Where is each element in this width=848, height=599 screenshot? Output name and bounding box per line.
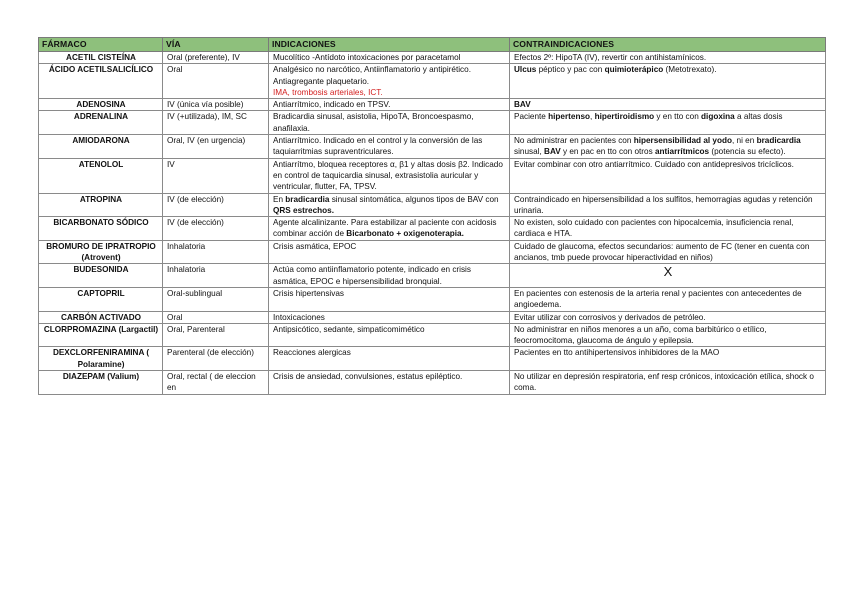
cell-contraindicaciones: [510, 52, 826, 64]
cell-via: Oral (preferente), IV: [163, 52, 269, 64]
cell-farmaco: [39, 52, 163, 64]
drug-name: BUDESONIDA: [73, 265, 129, 275]
text-run: a altas dosis: [734, 112, 783, 122]
cell-via: IV (de elección): [163, 193, 269, 217]
text-run: En pacientes con estenosis de la arteria renal y pacientes con antecedentes de angioedema.: [514, 288, 802, 310]
cell-indicaciones: [269, 52, 510, 64]
text-run: Crisis hipertensivas: [273, 288, 344, 298]
text-run: Pacientes en tto antihipertensivos inhibidores de la MAO: [514, 348, 720, 358]
cell-contraindicaciones: [510, 64, 826, 99]
cell-contraindicaciones: [510, 240, 826, 264]
text-run: (potencia su efecto).: [709, 147, 786, 157]
header-indicaciones: INDICACIONES: [269, 38, 510, 52]
header-via: VÍA: [163, 38, 269, 52]
cell-farmaco: [39, 217, 163, 241]
text-run: BAV: [514, 100, 531, 110]
cell-indicaciones: [269, 64, 510, 99]
drug-name: AMIODARONA: [72, 136, 130, 146]
cell-indicaciones: [269, 111, 510, 135]
text-run: Analgésico no narcótico, Antiinflamatorio y antipirético. Antiagregante plaquetario.: [273, 65, 471, 86]
cell-via: Oral, rectal ( de eleccion en: [163, 371, 269, 395]
text-run: Bicarbonato + oxigenoterapia.: [346, 229, 464, 239]
table-row: [39, 264, 826, 288]
text-run: No utilizar en depresión respiratoria, enf resp crónicos, intoxicación etílica, shock o coma.: [514, 372, 814, 393]
text-run: Antiarrítmico, indicado en TPSV.: [273, 100, 391, 110]
drug-name: DIAZEPAM (Valium): [62, 372, 140, 382]
cell-farmaco: [39, 111, 163, 135]
drug-name: CLORPROMAZINA (Largactil): [43, 324, 159, 334]
cell-contraindicaciones: [510, 99, 826, 111]
text-run: Crisis asmática, EPOC: [273, 241, 357, 251]
table-row: [39, 64, 826, 99]
cell-contraindicaciones: [510, 217, 826, 241]
cell-via: Inhalatoria: [163, 264, 269, 288]
text-run: ,: [590, 112, 595, 122]
text-run: Ulcus: [514, 65, 537, 75]
drug-name: ÁCIDO ACETILSALICÍLICO: [48, 65, 154, 75]
text-run: hipertenso: [548, 112, 590, 122]
text-run: Evitar utilizar con corrosivos y derivados de petróleo.: [514, 312, 706, 322]
cell-farmaco: [39, 311, 163, 323]
text-run: QRS estrechos.: [273, 205, 334, 215]
table-row: [39, 311, 826, 323]
table-row: [39, 371, 826, 395]
cell-farmaco: [39, 347, 163, 371]
text-run: Paciente: [514, 112, 549, 122]
table-row: [39, 287, 826, 311]
drug-name: ACETIL CISTEÍNA: [66, 53, 136, 62]
cell-via: IV (única vía posible): [163, 99, 269, 111]
cell-indicaciones: [269, 311, 510, 323]
cell-farmaco: [39, 323, 163, 347]
drug-name: ADRENALINA: [73, 112, 129, 122]
text-run: En: [273, 194, 286, 204]
cell-indicaciones: [269, 371, 510, 395]
cell-via: IV (+utilizada), IM, SC: [163, 111, 269, 135]
text-run: Crisis de ansiedad, convulsiones, estatus epiléptico.: [273, 372, 463, 382]
cell-contraindicaciones: [510, 135, 826, 159]
text-run: Antipsicótico, sedante, simpaticomimético: [273, 324, 425, 334]
text-run: antiarrítmicos: [654, 147, 710, 157]
header-contraindicaciones: CONTRAINDICACIONES: [510, 38, 826, 52]
cell-via: Inhalatoria: [163, 240, 269, 264]
text-run: péptico y pac con: [536, 65, 605, 75]
text-run: sinusal,: [514, 147, 545, 157]
cell-contraindicaciones: [510, 193, 826, 217]
cell-farmaco: [39, 371, 163, 395]
text-run: y en pac en tto con otros: [560, 147, 655, 157]
cell-indicaciones: [269, 217, 510, 241]
cell-contraindicaciones: [510, 371, 826, 395]
text-run: No existen, solo cuidado con pacientes con hipocalcemia, insuficiencia renal, cardiaca e HTA.: [514, 218, 794, 239]
cell-via: IV (de elección): [163, 217, 269, 241]
text-run: , ni en: [731, 136, 757, 146]
text-run: sinusal sintomática, algunos tipos de BAV con: [329, 194, 499, 204]
document-page: [38, 37, 825, 395]
drug-name: ATROPINA: [79, 194, 123, 204]
text-run: bradicardia: [285, 194, 330, 204]
text-run: Bradicardia sinusal, asistolia, HipoTA, Broncoespasmo, anafilaxia.: [273, 112, 474, 133]
text-run: No administrar en pacientes con: [514, 136, 634, 146]
cell-indicaciones: [269, 264, 510, 288]
cell-contraindicaciones: [510, 111, 826, 135]
cell-farmaco: [39, 64, 163, 99]
drug-name: BROMURO DE IPRATROPIO (Atrovent): [46, 241, 156, 263]
cell-contraindicaciones: [510, 311, 826, 323]
table-row: [39, 347, 826, 371]
table-row: [39, 193, 826, 217]
cell-farmaco: [39, 99, 163, 111]
text-run: Intoxicaciones: [273, 312, 325, 322]
text-run: quimioterápico: [604, 65, 664, 75]
text-run: Mucolítico -Antídoto intoxicaciones por paracetamol: [273, 53, 461, 62]
cell-contraindicaciones: [510, 287, 826, 311]
cell-via: Oral, IV (en urgencia): [163, 135, 269, 159]
text-run: bradicardia: [756, 136, 801, 146]
drug-name: ATENOLOL: [78, 159, 124, 169]
text-run: y en tto con: [654, 112, 702, 122]
cell-via: Oral-sublingual: [163, 287, 269, 311]
cell-farmaco: [39, 287, 163, 311]
cell-indicaciones: [269, 347, 510, 371]
text-run: Efectos 2º: HipoTA (IV), revertir con antihistamínicos.: [514, 53, 707, 62]
text-run: Agente alcalinizante. Para estabilizar al paciente con acidosis combinar acción de: [273, 218, 497, 239]
text-run: IMA, trombosis arteriales, ICT.: [273, 87, 383, 97]
table-row: [39, 217, 826, 241]
cell-contraindicaciones: [510, 158, 826, 193]
cell-indicaciones: [269, 135, 510, 159]
table-row: [39, 240, 826, 264]
cell-indicaciones: [269, 193, 510, 217]
table-row: [39, 135, 826, 159]
cell-contraindicaciones: [510, 347, 826, 371]
text-run: Actúa como antiinflamatorio potente, indicado en crisis asmática, EPOC e hipersensibilidad bronquial.: [273, 265, 471, 286]
table-body: [39, 52, 826, 395]
text-run: X: [663, 264, 673, 280]
header-row: [39, 38, 826, 52]
drug-name: DEXCLORFENIRAMINA ( Polaramine): [52, 348, 150, 369]
cell-via: IV: [163, 158, 269, 193]
cell-indicaciones: [269, 240, 510, 264]
cell-via: Oral: [163, 311, 269, 323]
text-run: (Metotrexato).: [663, 65, 717, 75]
text-run: Reacciones alergicas: [273, 348, 351, 358]
text-run: Cuidado de glaucoma, efectos secundarios: aumento de FC (tener en cuenta con ancianos, tmb puede provocar hiperactividad en niños): [514, 241, 810, 263]
text-run: hipersensibilidad al yodo: [633, 136, 732, 146]
text-run: Antiarrítmico. Indicado en el control y la conversión de las taquiarritmias supraventriculares.: [273, 136, 483, 157]
cell-farmaco: [39, 158, 163, 193]
drug-name: CARBÓN ACTIVADO: [60, 312, 142, 322]
table-row: [39, 111, 826, 135]
cell-farmaco: [39, 193, 163, 217]
cell-farmaco: [39, 135, 163, 159]
cell-indicaciones: [269, 323, 510, 347]
table-row: [39, 158, 826, 193]
drug-name: BICARBONATO SÓDICO: [53, 218, 149, 228]
cell-farmaco: [39, 264, 163, 288]
drug-table: [38, 37, 826, 395]
drug-name: CAPTOPRIL: [77, 288, 125, 298]
cell-contraindicaciones: [510, 323, 826, 347]
drug-name: ADENOSINA: [76, 100, 126, 110]
cell-farmaco: [39, 240, 163, 264]
text-run: No administrar en niños menores a un año, coma barbitúrico o etílico, feocromocitoma, glaucoma de ángulo y epilepsia.: [514, 324, 767, 346]
cell-via: Oral: [163, 64, 269, 99]
cell-indicaciones: [269, 287, 510, 311]
table-row: [39, 52, 826, 64]
cell-contraindicaciones: [510, 264, 826, 288]
text-run: Contraindicado en hipersensibilidad a los sulfitos, hemorragias agudas y retención urinaria.: [514, 194, 813, 215]
table-row: [39, 99, 826, 111]
cell-indicaciones: [269, 99, 510, 111]
text-run: BAV: [544, 147, 561, 157]
table-row: [39, 323, 826, 347]
text-run: Antiarrítmo, bloquea receptores α, β1 y altas dosis β2. Indicado en control de taquicardia sinusal, extrasistolia auricular y ventricular, flutter, FA, TPSV.: [273, 159, 503, 192]
text-run: Evitar combinar con otro antiarrítmico. Cuidado con antidepresivos tricíclicos.: [514, 159, 794, 169]
cell-via: Parenteral (de elección): [163, 347, 269, 371]
header-farmaco: FÁRMACO: [39, 38, 163, 52]
text-run: hipertiroidismo: [594, 112, 655, 122]
text-run: digoxina: [701, 112, 735, 122]
cell-indicaciones: [269, 158, 510, 193]
cell-via: Oral, Parenteral: [163, 323, 269, 347]
